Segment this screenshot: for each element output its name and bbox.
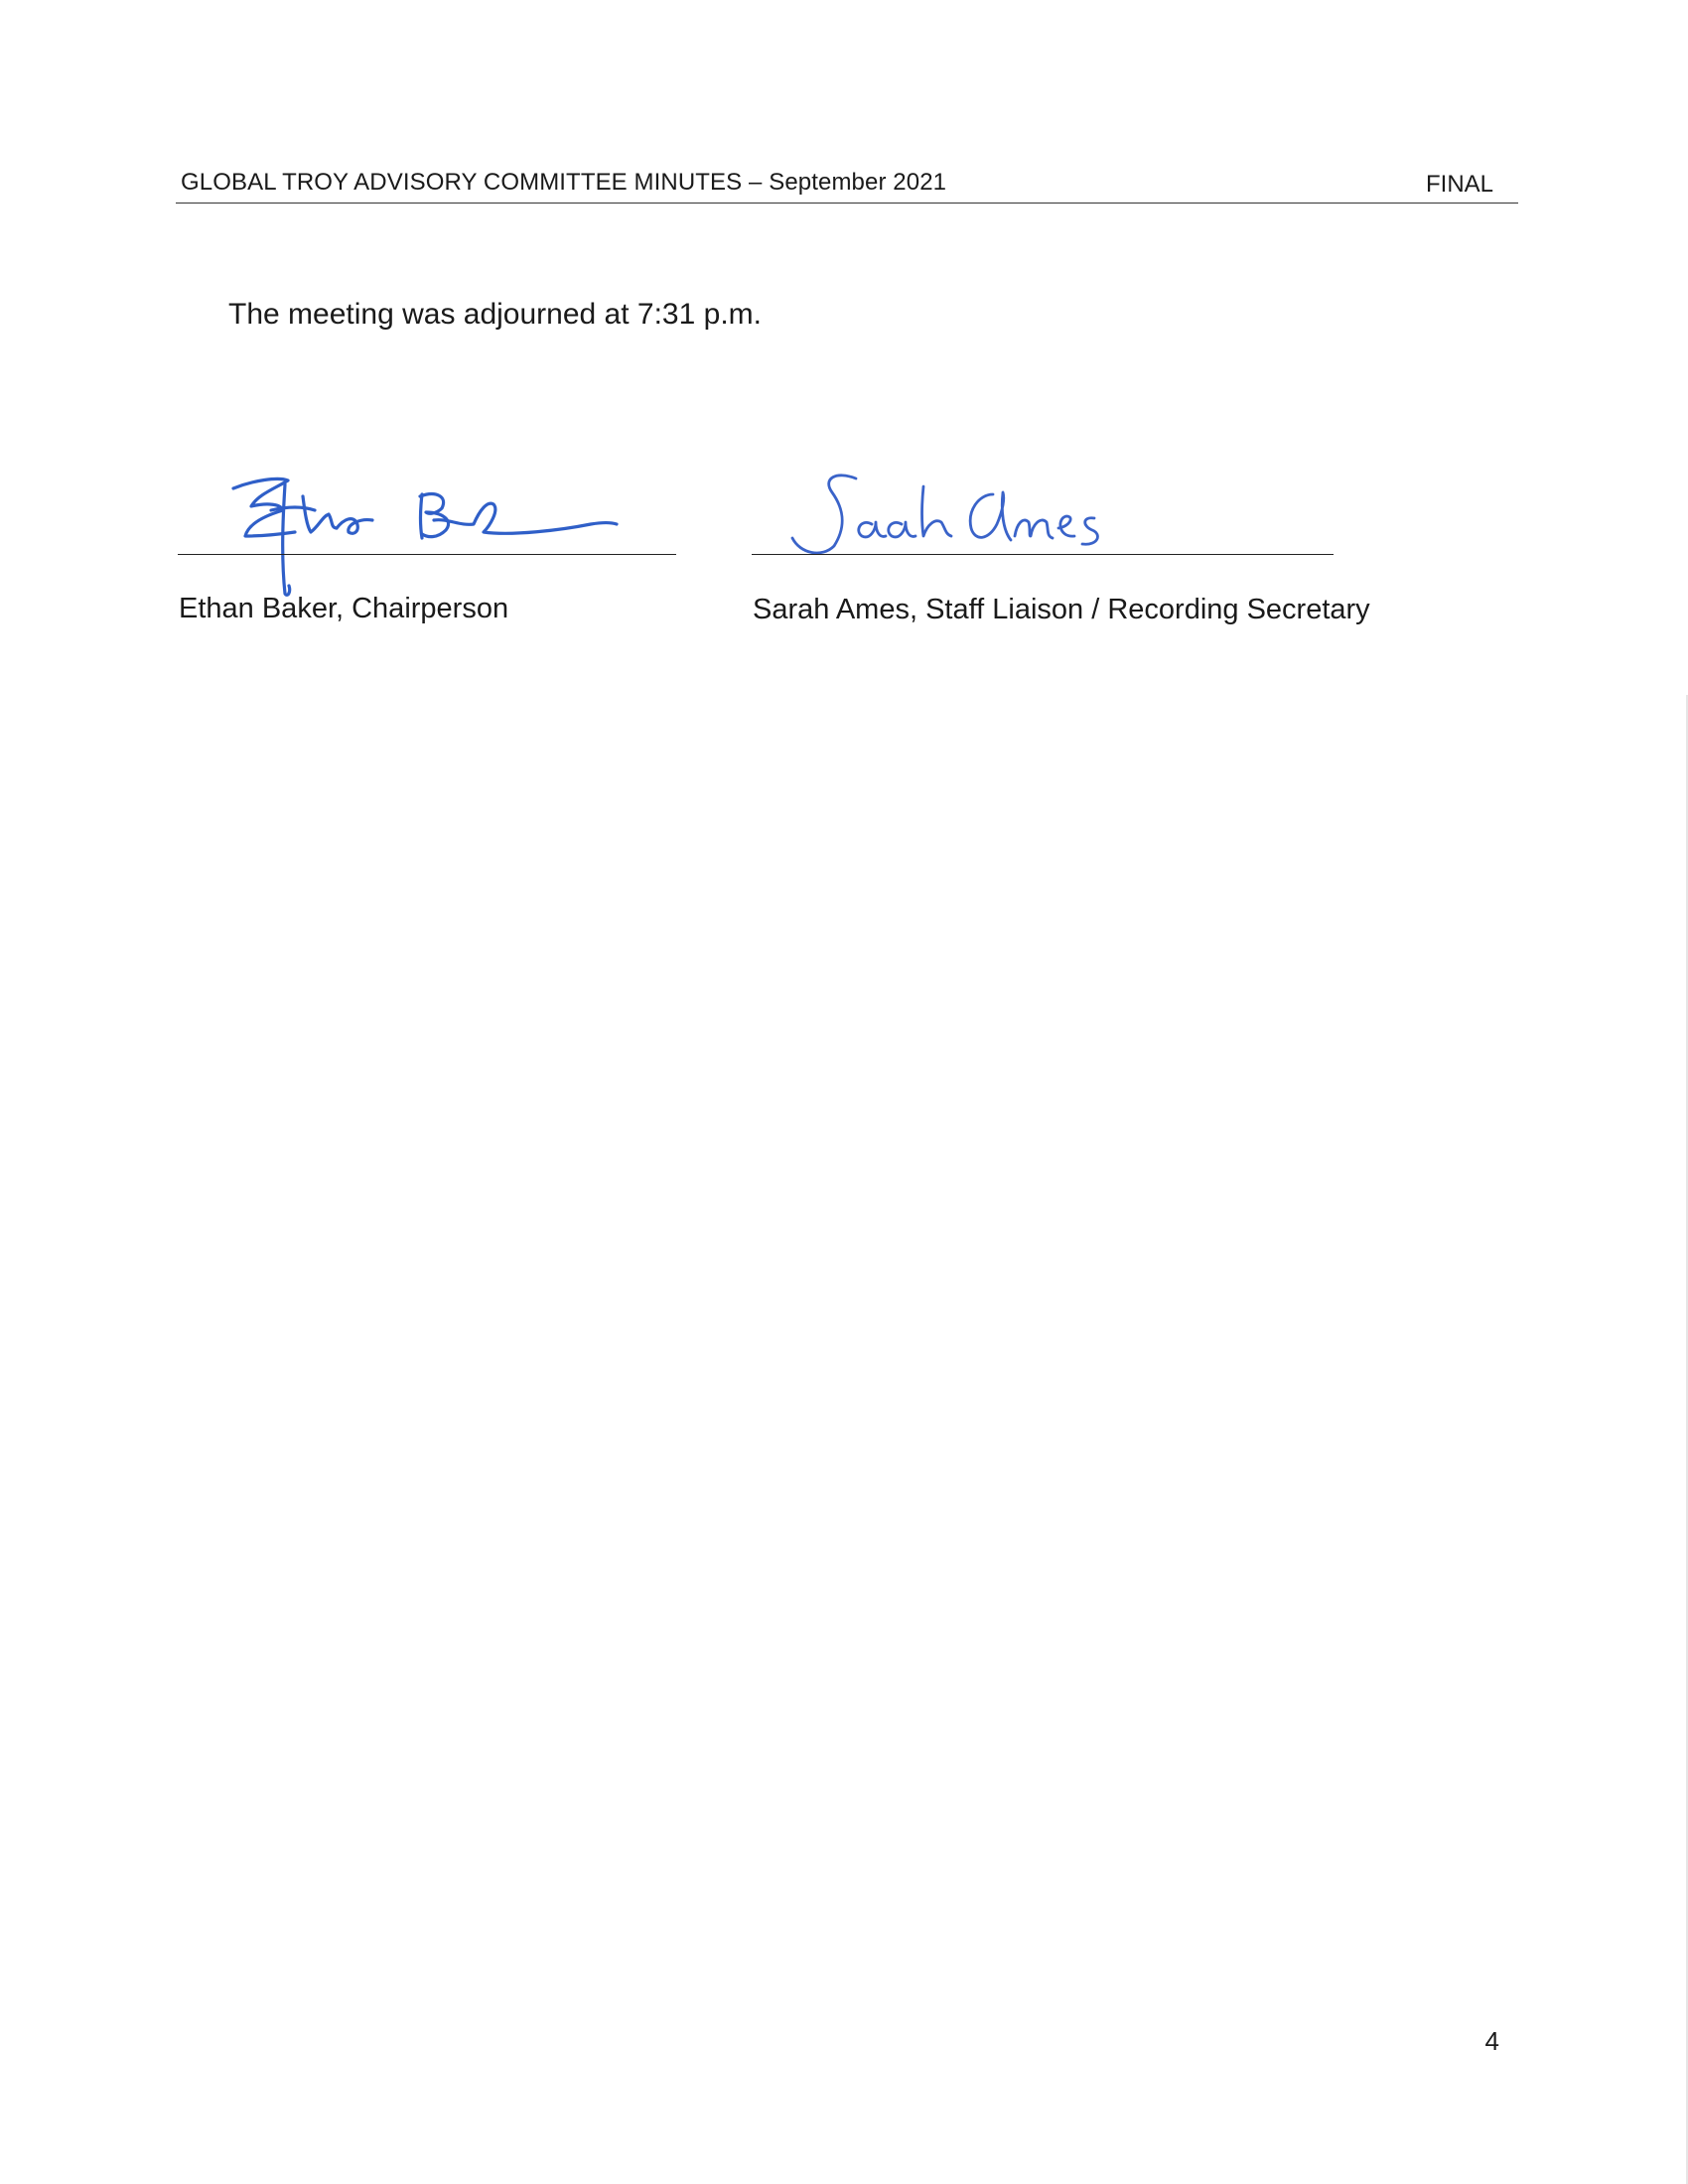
chairperson-signature-line [178,554,676,555]
page-header [176,167,1518,204]
adjournment-text: The meeting was adjourned at 7:31 p.m. [228,298,762,331]
secretary-signature [784,467,1182,566]
secretary-signature-line [752,554,1334,555]
chairperson-name: Ethan Baker, Chairperson [179,593,509,624]
header-status-final: FINAL [1425,171,1493,198]
secretary-name: Sarah Ames, Staff Liaison / Recording Secretary [753,594,1370,625]
header-title: GLOBAL TROY ADVISORY COMMITTEE MINUTES – September 2021 [181,169,947,196]
page-number: 4 [1484,2026,1499,2056]
